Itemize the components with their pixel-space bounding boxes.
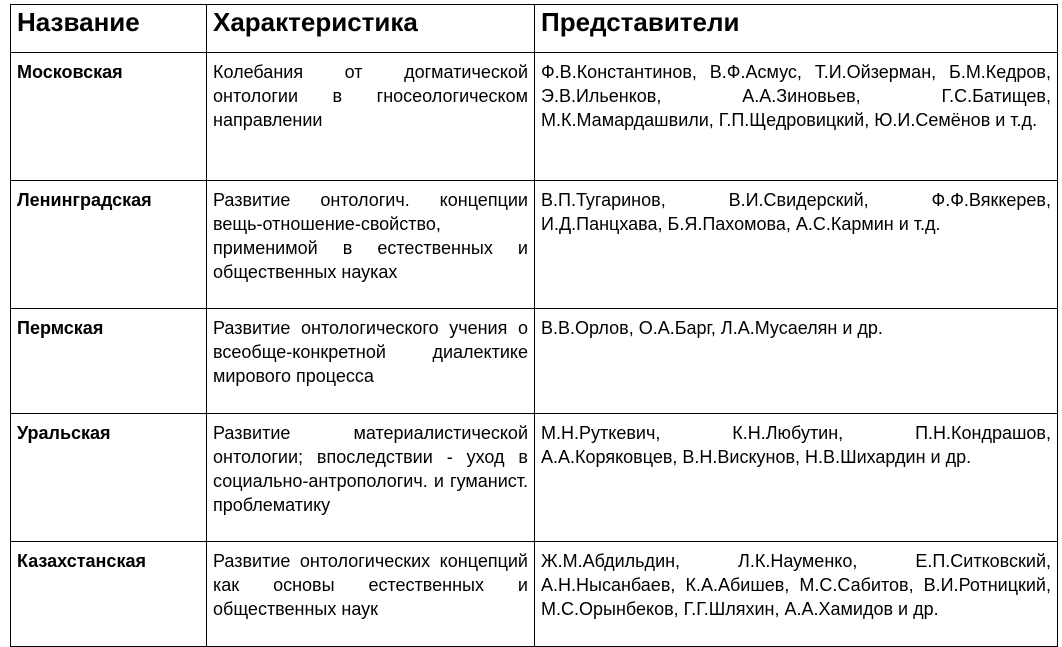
table-row [11, 542, 1058, 647]
school-name: Пермская [11, 309, 207, 414]
table-row [11, 414, 1058, 542]
school-characteristic: Развитие материалистической онтологии; впоследствии - уход в социально-антропологич. и гуманист. проблематику [207, 414, 535, 542]
school-characteristic: Развитие онтологического учения о всеобще-конкретной диалектике мирового процесса [207, 309, 535, 414]
header-row [11, 5, 1058, 53]
school-representatives: Ф.В.Константинов, В.Ф.Асмус, Т.И.Ойзерман, Б.М.Кедров, Э.В.Ильенков, А.А.Зиновьев, Г.С.Батищев, М.К.Мамардашвили, Г.П.Щедровицкий, Ю.И.Семёнов и т.д. [535, 53, 1058, 181]
school-characteristic: Колебания от догматической онтологии в гносеологическом направлении [207, 53, 535, 181]
school-characteristic: Развитие онтологич. концепции вещь-отношение-свойство, применимой в естественных и общественных науках [207, 181, 535, 309]
school-name: Ленинградская [11, 181, 207, 309]
school-name: Казахстанская [11, 542, 207, 647]
table-row [11, 181, 1058, 309]
school-name: Московская [11, 53, 207, 181]
schools-table [10, 4, 1058, 647]
header-characteristic: Характеристика [207, 5, 535, 53]
table-row [11, 309, 1058, 414]
school-representatives: М.Н.Руткевич, К.Н.Любутин, П.Н.Кондрашов, А.А.Коряковцев, В.Н.Вискунов, Н.В.Шихардин и др. [535, 414, 1058, 542]
school-name: Уральская [11, 414, 207, 542]
school-representatives: Ж.М.Абдильдин, Л.К.Науменко, Е.П.Ситковский, А.Н.Нысанбаев, К.А.Абишев, М.С.Сабитов, В.И.Ротницкий, М.С.Орынбеков, Г.Г.Шляхин, А.А.Хамидов и др. [535, 542, 1058, 647]
school-representatives: В.В.Орлов, О.А.Барг, Л.А.Мусаелян и др. [535, 309, 1058, 414]
school-representatives: В.П.Тугаринов, В.И.Свидерский, Ф.Ф.Вяккерев, И.Д.Панцхава, Б.Я.Пахомова, А.С.Кармин и т.д. [535, 181, 1058, 309]
school-characteristic: Развитие онтологических концепций как основы естественных и общественных наук [207, 542, 535, 647]
table-row [11, 53, 1058, 181]
header-representatives: Представители [535, 5, 1058, 53]
header-name: Название [11, 5, 207, 53]
